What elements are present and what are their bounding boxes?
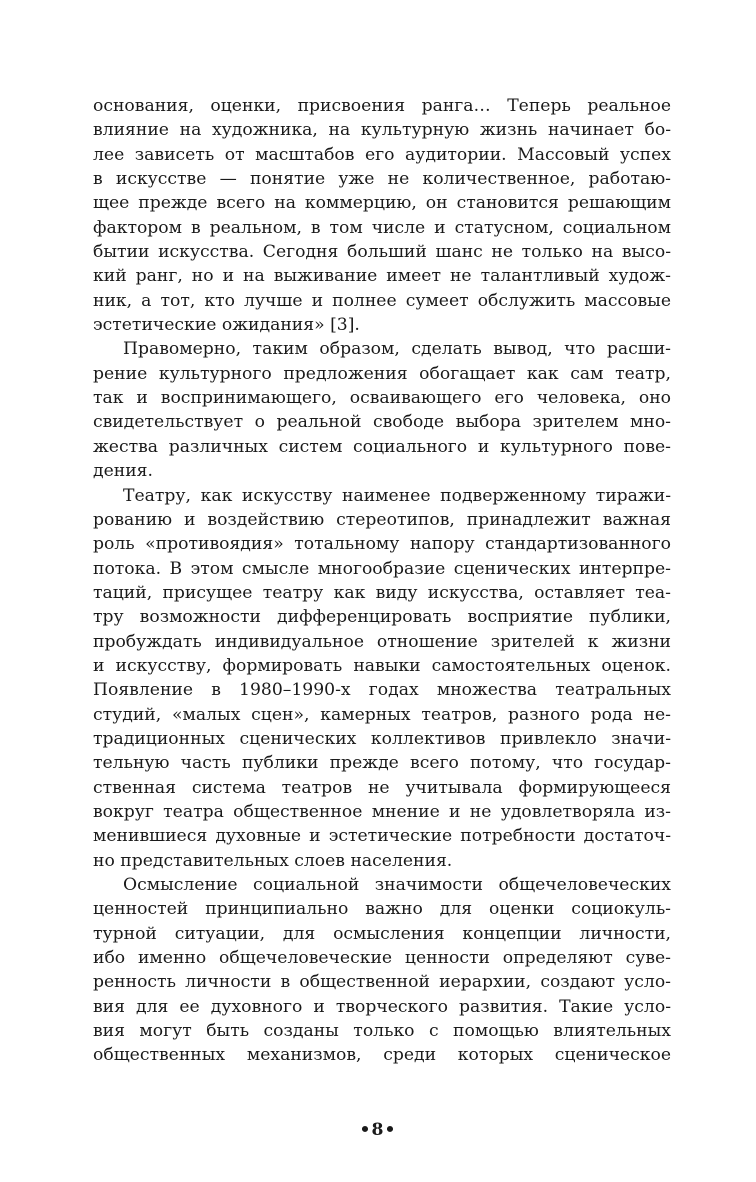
text-line: Осмысление социальной значимости общечеловеческих: [123, 875, 671, 895]
text-line: щее прежде всего на коммерцию, он становится решающим: [93, 193, 671, 214]
text-line: фактором в реальном, в том числе и статусном, социальном: [93, 217, 671, 238]
text-line: ренность личности в общественной иерархии, создают усло-: [93, 972, 671, 993]
text-line: турной ситуации, для осмысления концепции личности,: [93, 923, 671, 944]
text-line: но представительных слоев населения.: [93, 850, 453, 871]
text-line: и искусству, формировать навыки самостоятельных оценок.: [93, 655, 671, 676]
text-line: менившиеся духовные и эстетические потребности достаточ-: [93, 826, 671, 847]
text-line: вия для ее духовного и творческого развития. Такие усло-: [93, 996, 671, 1017]
text-line: тельную часть публики прежде всего потому, что государ-: [93, 753, 671, 774]
text-line: лее зависеть от масштабов его аудитории. Массовый успех: [93, 144, 671, 165]
text-line: пробуждать индивидуальное отношение зрителей к жизни: [93, 631, 671, 652]
page-number: •8•: [359, 1120, 397, 1140]
text-line: ценностей принципиально важно для оценки социокуль-: [93, 899, 671, 920]
text-line: свидетельствует о реальной свободе выбора зрителем мно-: [93, 412, 671, 433]
text-line: ственная система театров не учитывала формирующееся: [93, 777, 671, 798]
text-line: тру возможности дифференцировать восприятие публики,: [93, 607, 671, 628]
text-line: основания, оценки, присвоения ранга… Теперь реальное: [93, 96, 671, 116]
text-line: общественных механизмов, среди которых сценическое: [93, 1045, 671, 1066]
text-line: традиционных сценических коллективов привлекло значи-: [93, 728, 671, 749]
text-line: ибо именно общечеловеческие ценности определяют суве-: [93, 948, 671, 969]
text-line: вия могут быть созданы только с помощью влиятельных: [93, 1021, 671, 1042]
text-line: эстетические ожидания» [3].: [93, 315, 360, 336]
text-line: жества различных систем социального и культурного пове-: [93, 436, 671, 457]
text-line: кий ранг, но и на выживание имеет не талантливый худож-: [93, 266, 671, 287]
text-line: Театру, как искусству наименее подверженному тиражи-: [123, 485, 671, 506]
page-text: [93, 94, 671, 1068]
text-line: потока. В этом смысле многообразие сценических интерпре-: [93, 558, 671, 579]
text-line: ник, а тот, кто лучше и полнее сумеет обслужить массовые: [93, 290, 671, 311]
text-line: студий, «малых сцен», камерных театров, разного рода не-: [93, 704, 671, 725]
text-line: роль «противоядия» тотальному напору стандартизованного: [93, 534, 671, 555]
text-line: рованию и воздействию стереотипов, принадлежит важная: [93, 509, 671, 530]
text-line: так и воспринимающего, осваивающего его человека, оно: [93, 388, 671, 409]
text-line: бытии искусства. Сегодня больший шанс не только на высо-: [93, 242, 671, 263]
text-line: Появление в 1980–1990-х годах множества театральных: [93, 680, 671, 701]
text-line: рение культурного предложения обогащает как сам театр,: [93, 363, 671, 384]
text-line: таций, присущее театру как виду искусства, оставляет теа-: [93, 582, 671, 603]
text-line: вокруг театра общественное мнение и не удовлетворяла из-: [93, 801, 671, 822]
text-line: Правомерно, таким образом, сделать вывод, что расши-: [123, 339, 671, 360]
text-line: в искусстве — понятие уже не количественное, работаю-: [93, 169, 671, 190]
text-line: влияние на художника, на культурную жизнь начинает бо-: [93, 120, 671, 141]
text-line: дения.: [93, 461, 153, 482]
